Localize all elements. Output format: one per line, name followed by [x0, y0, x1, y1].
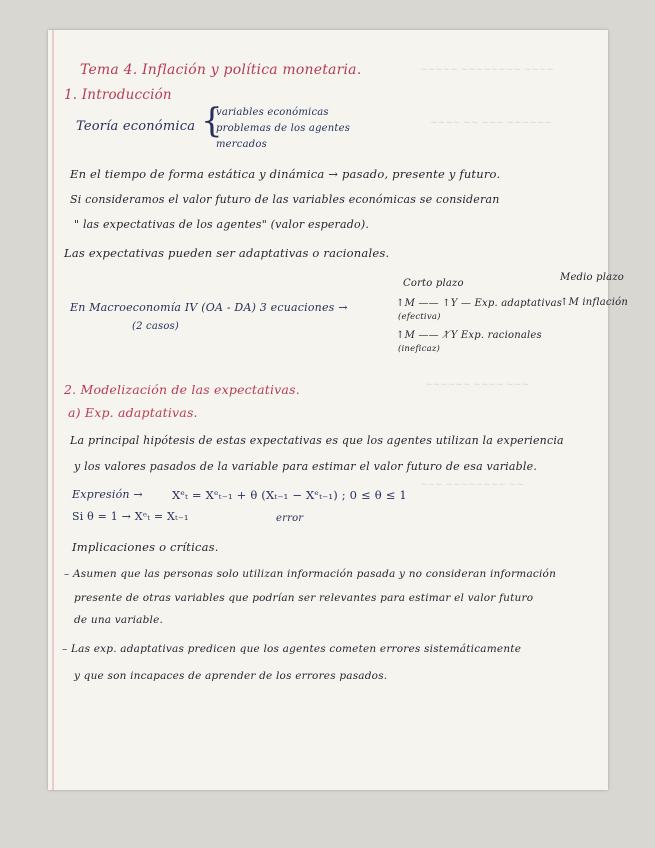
expresion-formula: Xᵉₜ = Xᵉₜ₋₁ + θ (Xₜ₋₁ − Xᵉₜ₋₁) ; 0 ≤ θ ≤ 1 — [172, 488, 407, 502]
bleed-through: ~~~~~~ ~~~~ ~~~ — [425, 380, 529, 390]
paragraph: La principal hipótesis de estas expectativas es que los agentes utilizan la experiencia — [70, 434, 564, 447]
bleed-through: ~~~~~ ~~~~~~~~ ~~~~ — [420, 65, 554, 75]
efectiva-label: (efectiva) — [398, 312, 441, 322]
bullet-line: y que son incapaces de aprender de los errores pasados. — [74, 670, 388, 682]
implicaciones-heading: Implicaciones o críticas. — [72, 540, 219, 554]
section-heading: 1. Introducción — [64, 87, 172, 103]
paragraph: Las expectativas pueden ser adaptativas o racionales. — [64, 246, 390, 260]
paragraph: y los valores pasados de la variable para estimar el valor futuro de esa variable. — [74, 460, 538, 473]
bullet-line: presente de otras variables que podrían ser relevantes para estimar el valor futuro — [74, 592, 534, 604]
teoria-item: mercados — [216, 139, 267, 150]
brace: { — [201, 101, 223, 141]
paragraph: En el tiempo de forma estática y dinámica → pasado, presente y futuro. — [70, 167, 501, 181]
bullet-line: – Asumen que las personas solo utilizan información pasada y no consideran información — [64, 568, 557, 580]
teoria-item: problemas de los agentes — [216, 123, 351, 134]
teoria-item: variables económicas — [216, 107, 329, 118]
exp-racionales-line: ↑M —— ↑̸Y Exp. racionales — [396, 330, 542, 341]
casos-label: (2 casos) — [132, 321, 179, 332]
ineficaz-label: (ineficaz) — [398, 344, 441, 354]
paragraph: " las expectativas de los agentes" (valor esperado). — [74, 218, 370, 231]
medio-plazo-label: Medio plazo — [560, 272, 625, 283]
expresion-label: Expresión → — [72, 488, 143, 501]
bullet-line: de una variable. — [74, 614, 164, 626]
bullet-line: – Las exp. adaptativas predicen que los agentes cometen errores sistemáticamente — [62, 643, 522, 655]
inflacion-label: ↑M inflación — [560, 297, 628, 308]
macro-line: En Macroeconomía IV (OA - DA) 3 ecuaciones → — [70, 301, 348, 314]
bleed-through: ~~~ ~~~~~~~~ ~~ — [420, 480, 524, 490]
corto-plazo-label: Corto plazo — [403, 278, 464, 289]
subsection-heading: a) Exp. adaptativas. — [68, 405, 198, 420]
bleed-through: ~~~~ ~~ ~~~ ~~~~~~ — [430, 118, 552, 128]
error-label: error — [276, 513, 304, 524]
paragraph: Si consideramos el valor futuro de las variables económicas se consideran — [70, 193, 500, 206]
exp-adaptativas-line: ↑M —— ↑Y — Exp. adaptativas — [396, 298, 563, 309]
section-heading: 2. Modelización de las expectativas. — [64, 382, 300, 397]
margin-line — [52, 30, 54, 790]
teoria-label: Teoría económica — [76, 119, 196, 134]
si-theta-line: Si θ = 1 → Xᵉₜ = Xₜ₋₁ — [72, 510, 189, 523]
page-title: Tema 4. Inflación y política monetaria. — [80, 62, 362, 78]
